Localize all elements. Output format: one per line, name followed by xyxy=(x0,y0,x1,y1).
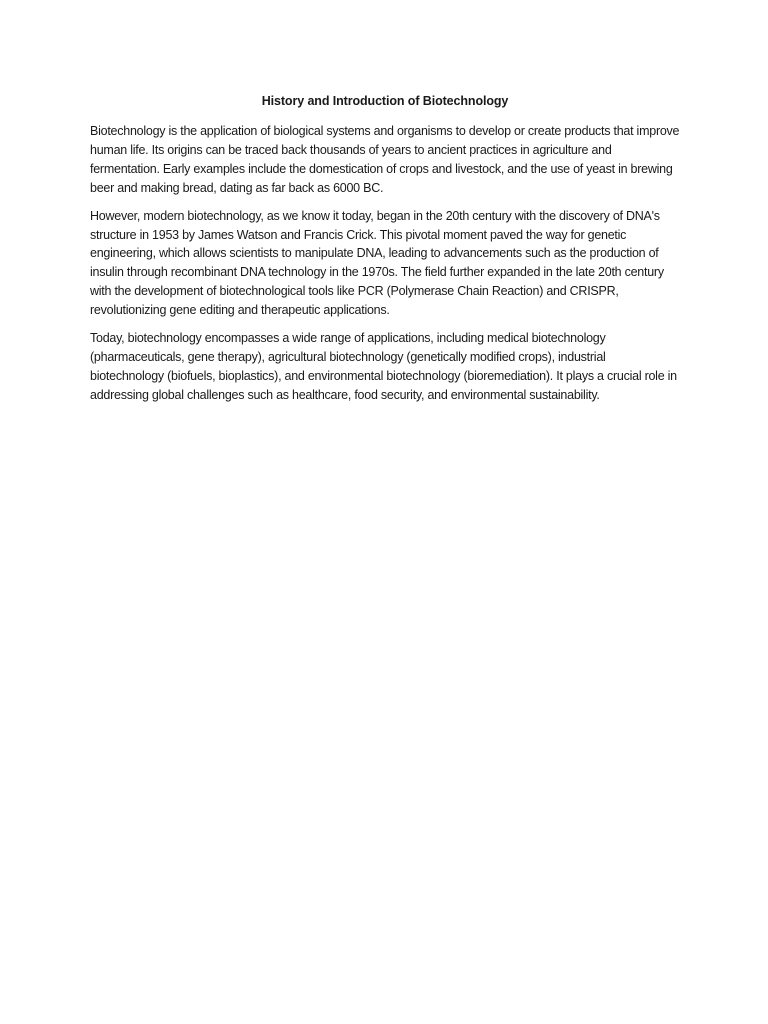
document-title: History and Introduction of Biotechnology xyxy=(261,94,509,108)
paragraph-origins: Biotechnology is the application of biological systems and organisms to develop or create products that improve human life. Its origins can be traced back thousands of years to ancient practices in agriculture and fermentation. Early examples include the domestication of crops and livestock, and the use of yeast in brewing beer and making bread, dating as far back as 6000 BC. xyxy=(90,124,680,195)
paragraph-modern-biotechnology: However, modern biotechnology, as we know it today, began in the 20th century with the discovery of DNA's structure in 1953 by James Watson and Francis Crick. This pivotal moment paved the way for genetic engineering, which allows scientists to manipulate DNA, leading to advancements such as the production of insulin through recombinant DNA technology in the 1970s. The field further expanded in the late 20th century with the development of biotechnological tools like PCR (Polymerase Chain Reaction) and CRISPR, revolutionizing gene editing and therapeutic applications. xyxy=(90,208,664,318)
paragraph-applications: Today, biotechnology encompasses a wide range of applications, including medical biotechnology (pharmaceuticals, gene therapy), agricultural biotechnology (genetically modified crops), industrial biotechnology (biofuels, bioplastics), and environmental biotechnology (bioremediation). It plays a crucial role in addressing global challenges such as healthcare, food security, and environmental sustainability. xyxy=(90,331,677,402)
document-body xyxy=(90,92,680,414)
